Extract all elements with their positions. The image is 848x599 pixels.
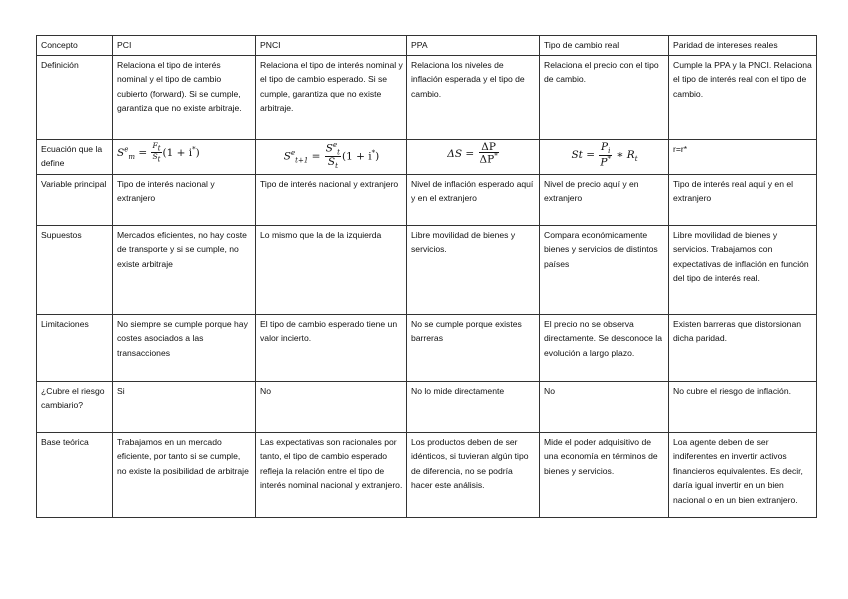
header-pnci: PNCI	[256, 36, 407, 56]
row-label: Ecuación que la define	[37, 139, 113, 174]
row-label: Limitaciones	[37, 314, 113, 381]
table-cell: Cumple la PPA y la PNCI. Relaciona el tipo de interés real con el tipo de cambio.	[669, 55, 817, 139]
table-cell: Mide el poder adquisitivo de una economía en términos de bienes y servicios.	[540, 432, 669, 517]
table-cell: Tipo de interés nacional y extranjero	[113, 174, 256, 225]
header-ppa: PPA	[407, 36, 540, 56]
row-limitaciones	[37, 314, 817, 381]
header-row	[37, 36, 817, 56]
table-cell: Nivel de inflación esperado aquí y en el extranjero	[407, 174, 540, 225]
table-cell: El precio no se observa directamente. Se desconoce la evolución a largo plazo.	[540, 314, 669, 381]
table-cell: Libre movilidad de bienes y servicios.	[407, 225, 540, 314]
table-cell: Relaciona el tipo de interés nominal y el tipo de cambio esperado. Si se cumple, garantiza que no existe arbitraje.	[256, 55, 407, 139]
row-label: Base teórica	[37, 432, 113, 517]
row-cubre-riesgo	[37, 381, 817, 432]
equation-tipo-cambio-real: St = $\frac{P_i}{P^*}$ ∗ $R_t$	[540, 139, 669, 174]
table-cell: Relaciona el tipo de interés nominal y el tipo de cambio cubierto (forward). Si se cumple, garantiza que no existe arbitraje.	[113, 55, 256, 139]
table-cell: Compara económicamente bienes y servicios de distintos países	[540, 225, 669, 314]
table-cell: Tipo de interés nacional y extranjero	[256, 174, 407, 225]
table-cell: Lo mismo que la de la izquierda	[256, 225, 407, 314]
comparison-table	[36, 35, 817, 518]
equation-pci: $S^e_m$ = $\frac{Ft}{St}$ (1 + i*)	[113, 139, 256, 174]
row-definicion	[37, 55, 817, 139]
row-ecuacion	[37, 139, 817, 174]
row-label: ¿Cubre el riesgo cambiario?	[37, 381, 113, 432]
table-cell: No se cumple porque existes barreras	[407, 314, 540, 381]
row-variable-principal	[37, 174, 817, 225]
equation-paridad-intereses-reales: r=r*	[669, 139, 817, 174]
header-paridad-intereses-reales: Paridad de intereses reales	[669, 36, 817, 56]
row-supuestos	[37, 225, 817, 314]
table-cell: Loa agente deben de ser indiferentes en invertir activos financieros equivalentes. Es decir, daría igual invertir en un bien nacional o en un bien extranjero.	[669, 432, 817, 517]
row-label: Definición	[37, 55, 113, 139]
table-cell: El tipo de cambio esperado tiene un valor incierto.	[256, 314, 407, 381]
table-cell: No cubre el riesgo de inflación.	[669, 381, 817, 432]
row-base-teorica	[37, 432, 817, 517]
header-pci: PCI	[113, 36, 256, 56]
table-cell: Relaciona el precio con el tipo de cambio.	[540, 55, 669, 139]
table-cell: No	[540, 381, 669, 432]
row-label: Variable principal	[37, 174, 113, 225]
table-cell: No siempre se cumple porque hay costes asociados a las transacciones	[113, 314, 256, 381]
equation-pnci: $S^e_{t+1}$ = $\frac{S^e_t}{S_t}$ (1 + i*)	[256, 139, 407, 174]
table-cell: Las expectativas son racionales por tanto, el tipo de cambio esperado refleja la relación entre el tipo de interés nominal nacional y extranjero.	[256, 432, 407, 517]
table-cell: Si	[113, 381, 256, 432]
header-concepto: Concepto	[37, 36, 113, 56]
header-tipo-cambio-real: Tipo de cambio real	[540, 36, 669, 56]
table-cell: No lo mide directamente	[407, 381, 540, 432]
table-cell: Existen barreras que distorsionan dicha paridad.	[669, 314, 817, 381]
table-cell: Relaciona los niveles de inflación esperada y el tipo de cambio.	[407, 55, 540, 139]
row-label: Supuestos	[37, 225, 113, 314]
equation-ppa: ΔS = $\frac{\Delta P}{\Delta P^*}$	[407, 139, 540, 174]
table-cell: Nivel de precio aquí y en extranjero	[540, 174, 669, 225]
table-cell: Los productos deben de ser idénticos, si tuvieran algún tipo de diferencia, no se podría hacer este análisis.	[407, 432, 540, 517]
table-cell: Tipo de interés real aquí y en el extranjero	[669, 174, 817, 225]
table-cell: No	[256, 381, 407, 432]
table-cell: Trabajamos en un mercado eficiente, por tanto si se cumple, no existe la posibilidad de arbitraje	[113, 432, 256, 517]
table-cell: Libre movilidad de bienes y servicios. Trabajamos con expectativas de inflación en función del tipo de interés real.	[669, 225, 817, 314]
table-cell: Mercados eficientes, no hay coste de transporte y si se cumple, no existe arbitraje	[113, 225, 256, 314]
